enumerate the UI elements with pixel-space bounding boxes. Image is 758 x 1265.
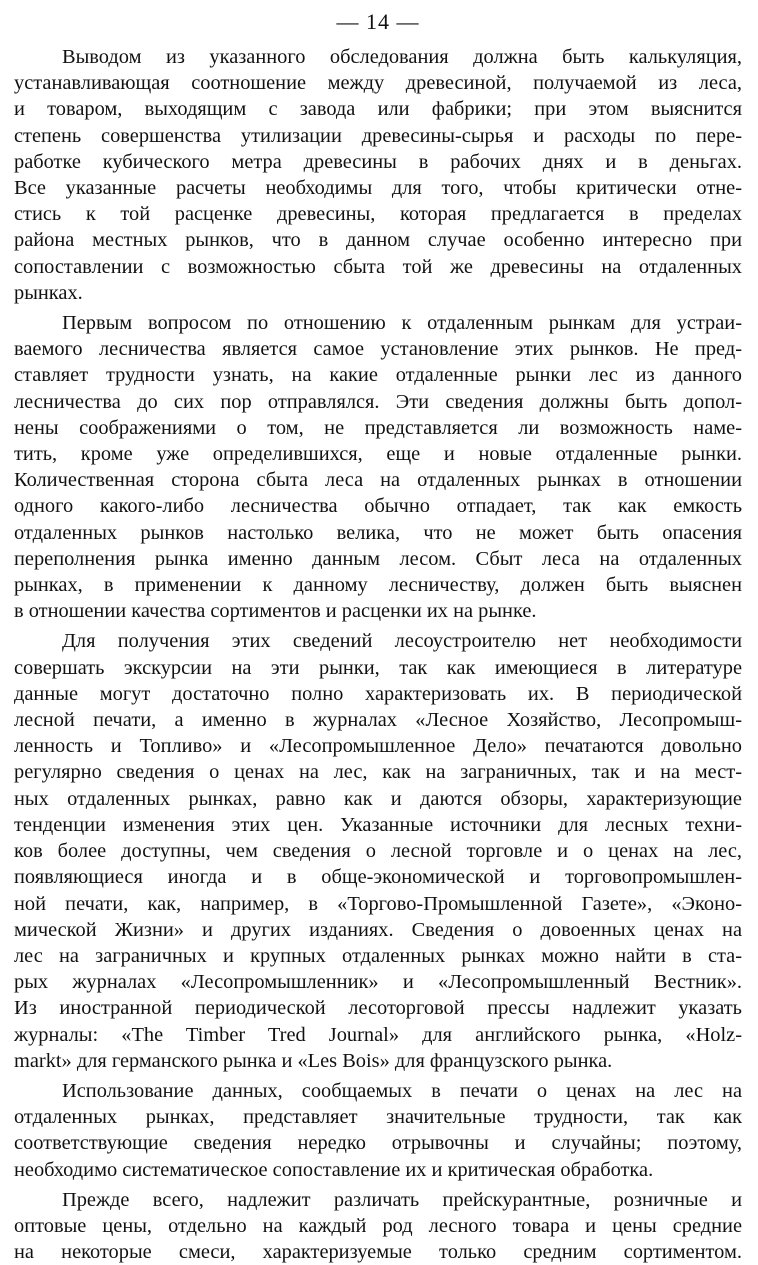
text-line: Первым вопросом по отношению к отдаленным рынкам для устраи- xyxy=(62,312,742,335)
text-line: журналы: «The Timber Tred Journal» для английского рынка, «Holz- xyxy=(14,1023,742,1046)
text-line: переполнения рынка именно данным лесом. Сбыт леса на отдаленных xyxy=(14,547,742,570)
text-line: ставляет трудности узнать, на какие отдаленные рынки лес из данного xyxy=(14,364,742,387)
text-line: отдаленных рынках, представляет значительные трудности, так как xyxy=(14,1106,742,1129)
paragraph xyxy=(14,628,742,1073)
text-line: ных отдаленных рынках, равно как и даются обзоры, характеризующие xyxy=(14,787,742,810)
text-line: Использование данных, сообщаемых в печати о ценах на лес на xyxy=(62,1079,742,1102)
text-line: тить, кроме уже определившихся, еще и новые отдаленные рынки. xyxy=(14,443,742,466)
text-line: работке кубического метра древесины в рабочих днях и в деньгах. xyxy=(14,150,742,173)
text-line: оптовые цены, отдельно на каждый род лесного товара и цены средние xyxy=(14,1214,742,1237)
body-text xyxy=(14,44,742,1265)
text-line: нены соображениями о том, не представляется ли возможность наме- xyxy=(14,416,742,439)
text-line: на некоторые смеси, характеризуемые только средним сортиментом. xyxy=(14,1241,742,1264)
text-line: Все указанные расчеты необходимы для того, чтобы критически отне- xyxy=(14,177,742,200)
text-line: ленность и Топливо» и «Лесопромышленное Дело» печатаются довольно xyxy=(14,735,742,758)
text-line: лесничества до сих пор отправлялся. Эти сведения должны быть допол- xyxy=(14,390,742,413)
text-line: стись к той расценке древесины, которая предлагается в пределах xyxy=(14,203,742,226)
text-line: одного какого-либо лесничества обычно отпадает, так как емкость xyxy=(14,495,742,518)
page-number: — 14 — xyxy=(336,9,420,34)
text-line: Выводом из указанного обследования должна быть калькуляция, xyxy=(62,46,742,68)
text-line: необходимо систематическое сопоставление их и критическая обработка. xyxy=(14,1158,654,1181)
text-line: Из иностранной периодической лесоторговой прессы надлежит указать xyxy=(14,997,742,1020)
text-line: появляющиеся иногда и в обще-экономической и торговопромышлен- xyxy=(14,866,742,889)
text-line: соответствующие сведения нередко отрывочны и случайны; поэтому, xyxy=(14,1132,742,1155)
text-line: тенденции изменения этих цен. Указанные источники для лесных техни- xyxy=(14,813,742,836)
text-line: сопоставлении с возможностью сбыта той же древесины на отдаленных xyxy=(14,255,742,278)
text-line: рынках. xyxy=(14,281,83,304)
text-line: markt» для германского рынка и «Les Bois» для французского рынка. xyxy=(14,1049,613,1072)
paragraph xyxy=(14,310,742,624)
text-line: ков более доступны, чем сведения о лесной торговле и о ценах на лес, xyxy=(14,840,742,863)
text-line: совершать экскурсии на эти рынки, так как имеющиеся в литературе xyxy=(14,656,742,679)
text-line: лесной печати, а именно в журналах «Лесное Хозяйство, Лесопромыш- xyxy=(14,709,742,732)
text-line: рых журналах «Лесопромышленник» и «Лесопромышленный Вестник». xyxy=(14,971,742,994)
text-line: Прежде всего, надлежит различать прейскурантные, розничные и xyxy=(62,1188,742,1211)
paragraph xyxy=(14,44,742,306)
text-line: лес на заграничных и крупных отдаленных рынках можно найти в ста- xyxy=(14,944,742,967)
text-line: устанавливающая соотношение между древесиной, получаемой из леса, xyxy=(14,72,742,95)
text-line: ной печати, как, например, в «Торгово-Промышленной Газете», «Эконо- xyxy=(14,892,742,915)
text-line: в отношении качества сортиментов и расценки их на рынке. xyxy=(14,600,537,623)
text-line: ваемого лесничества является самое установление этих рынков. Не пред- xyxy=(14,338,742,361)
paragraph xyxy=(14,1078,742,1183)
text-line: регулярно сведения о ценах на лес, как на заграничных, так и на мест- xyxy=(14,761,742,784)
text-line: и товаром, выходящим с завода или фабрики; при этом выяснится xyxy=(14,98,742,121)
text-line: данные могут достаточно полно характеризовать их. В периодической xyxy=(14,682,742,705)
text-line: района местных рынков, что в данном случае особенно интересно при xyxy=(14,229,742,252)
text-line: отдаленных рынков настолько велика, что не может быть опасения xyxy=(14,521,742,544)
paragraph xyxy=(14,1187,742,1265)
text-line: рынках, в применении к данному лесничеству, должен быть выяснен xyxy=(14,574,742,597)
text-line: Количественная сторона сбыта леса на отдаленных рынках в отношении xyxy=(14,469,742,492)
text-line: Для получения этих сведений лесоустроителю нет необходимости xyxy=(62,630,742,653)
text-line: степень совершенства утилизации древесины-сырья и расходы по пере- xyxy=(14,124,742,147)
text-line: мической Жизни» и других изданиях. Сведения о довоенных ценах на xyxy=(14,918,742,941)
